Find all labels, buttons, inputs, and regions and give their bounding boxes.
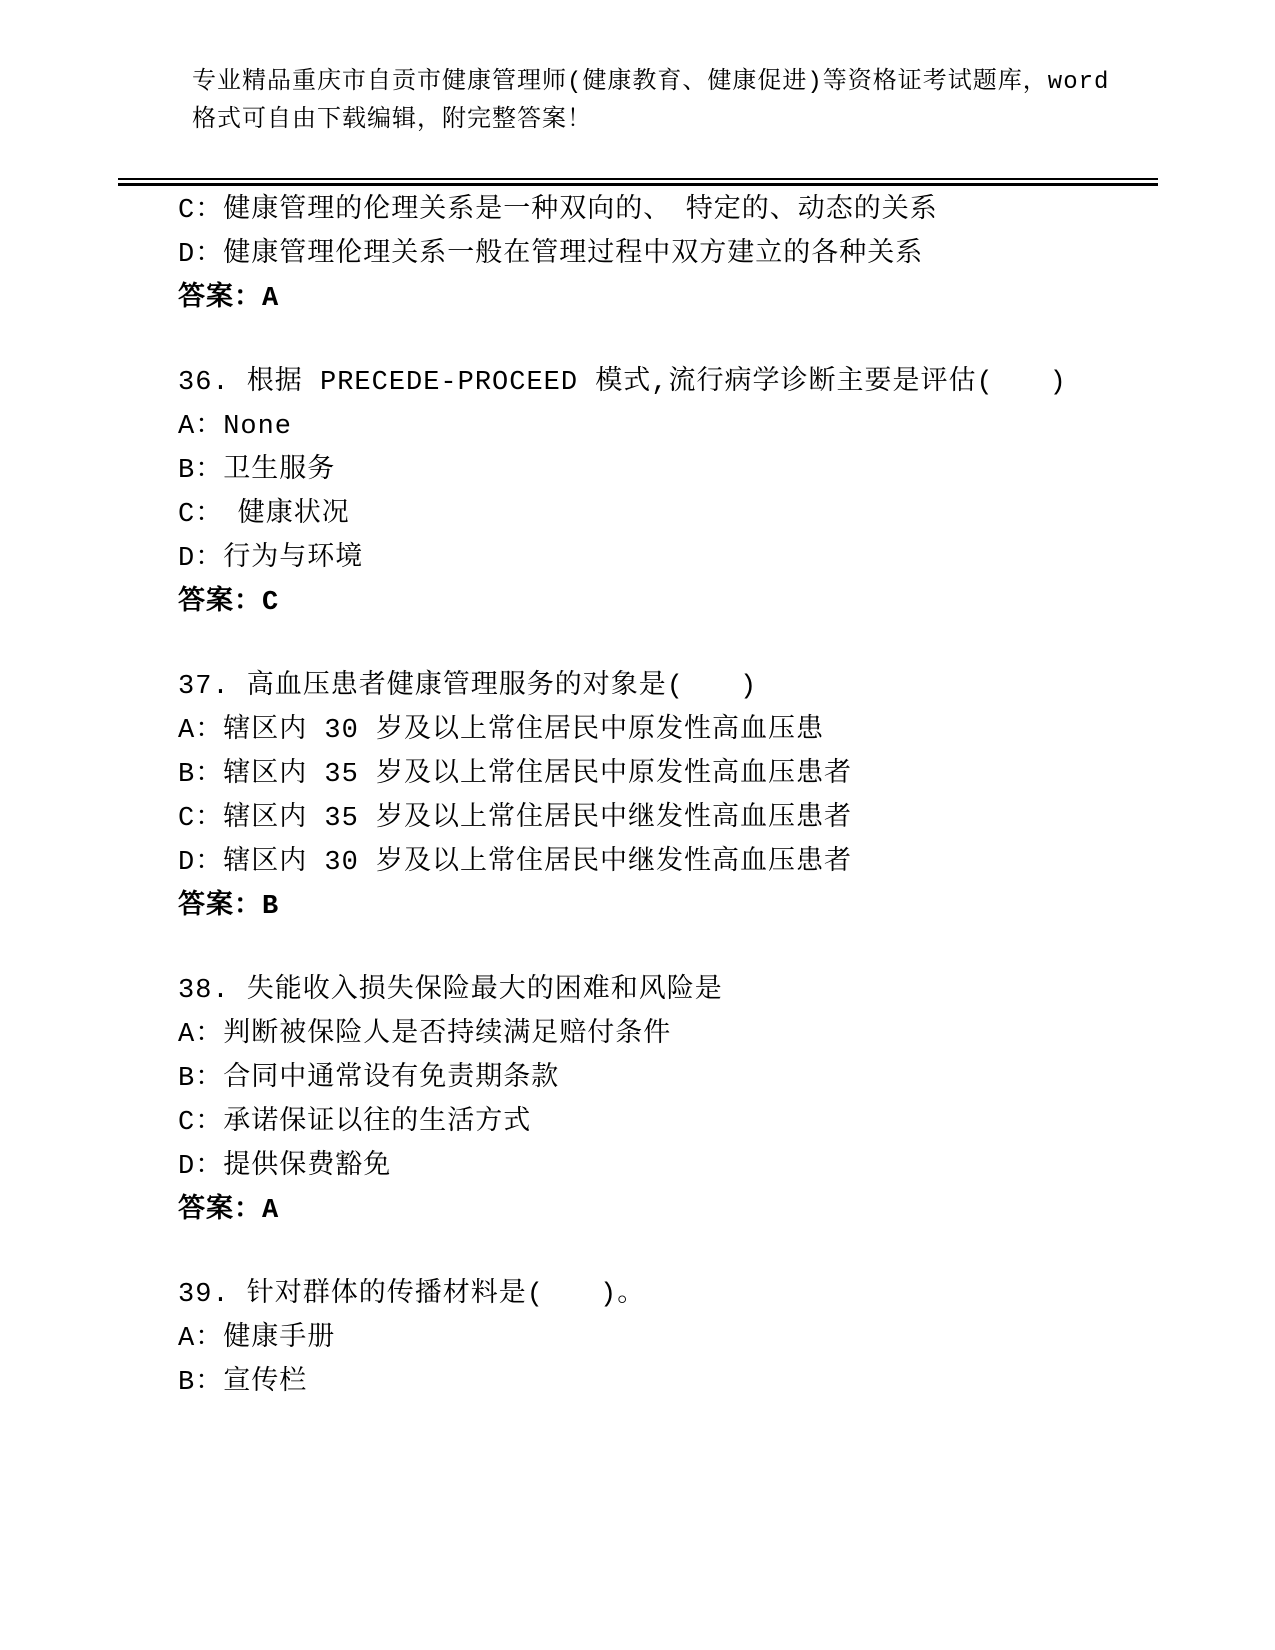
option-line: A：辖区内 30 岁及以上常住居民中原发性高血压患 — [178, 716, 825, 746]
question-title: 39. 针对群体的传播材料是( )。 — [178, 1280, 646, 1310]
answer-line: 答案：B — [178, 892, 280, 922]
option-line: A：判断被保险人是否持续满足赔付条件 — [178, 1020, 672, 1050]
option-line: C：承诺保证以往的生活方式 — [178, 1108, 532, 1138]
question-block-partial — [178, 189, 1158, 321]
option-line: D：提供保费豁免 — [178, 1152, 392, 1182]
question-block-38 — [178, 969, 1158, 1233]
option-line: D：辖区内 30 岁及以上常住居民中继发性高血压患者 — [178, 848, 853, 878]
question-block-37 — [178, 665, 1158, 929]
option-line: B：辖区内 35 岁及以上常住居民中原发性高血压患者 — [178, 760, 853, 790]
option-line: B：合同中通常设有免责期条款 — [178, 1064, 560, 1094]
option-line: C：健康管理的伦理关系是一种双向的、 特定的、动态的关系 — [178, 196, 938, 226]
page-header — [192, 64, 1132, 140]
header-title-line-1: 专业精品重庆市自贡市健康管理师(健康教育、健康促进)等资格证考试题库，word — [192, 69, 1110, 96]
option-line: D：健康管理伦理关系一般在管理过程中双方建立的各种关系 — [178, 240, 924, 270]
header-title-line-2: 格式可自由下载编辑，附完整答案！ — [192, 107, 592, 134]
answer-line: 答案：A — [178, 284, 280, 314]
question-block-39 — [178, 1273, 1158, 1405]
header-divider-rule — [118, 178, 1158, 186]
option-line: B：卫生服务 — [178, 456, 336, 486]
question-title: 36. 根据 PRECEDE-PROCEED 模式,流行病学诊断主要是评估( ) — [178, 368, 1067, 398]
option-line: C：辖区内 35 岁及以上常住居民中继发性高血压患者 — [178, 804, 853, 834]
answer-line: 答案：A — [178, 1196, 280, 1226]
option-line: C： 健康状况 — [178, 500, 350, 530]
option-line: B：宣传栏 — [178, 1368, 308, 1398]
question-title: 38. 失能收入损失保险最大的困难和风险是 — [178, 976, 723, 1006]
question-list — [178, 189, 1158, 1405]
question-block-36 — [178, 361, 1158, 625]
option-line: A：健康手册 — [178, 1324, 336, 1354]
option-line: A：None — [178, 412, 293, 442]
option-line: D：行为与环境 — [178, 544, 364, 574]
answer-line: 答案：C — [178, 588, 280, 618]
question-title: 37. 高血压患者健康管理服务的对象是( ) — [178, 672, 758, 702]
